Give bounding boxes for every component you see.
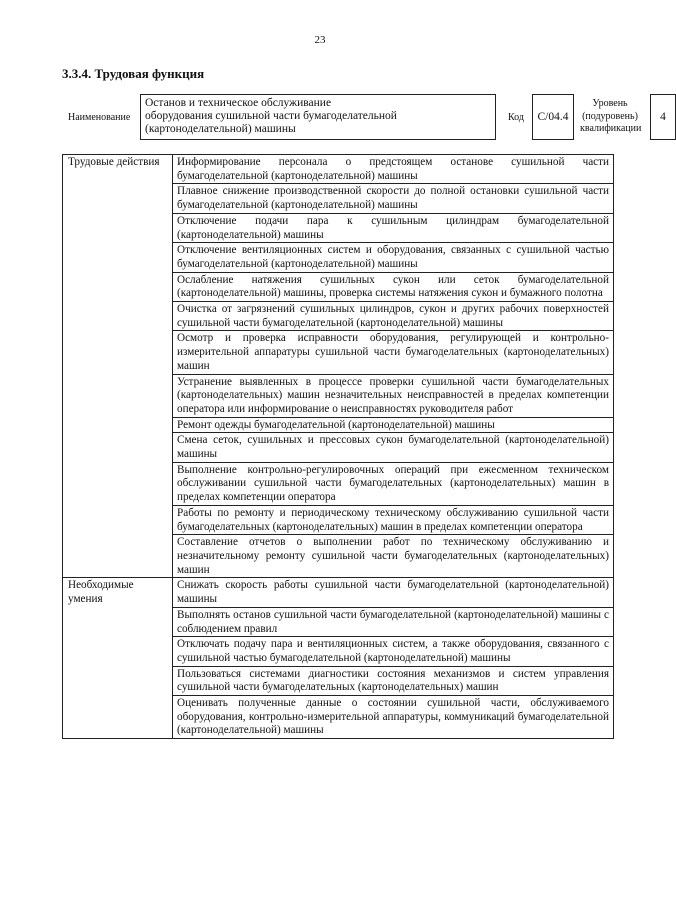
table-row [63, 578, 614, 607]
code-box [532, 94, 574, 140]
category-cell: Трудовые действия [63, 155, 173, 578]
item-cell: Отключать подачу пара и вентиляционных систем, а также оборудования, связанного с сушильной частью бумагоделательной (картоноделательной) машины [173, 637, 614, 666]
level-box [650, 94, 676, 140]
item-cell: Отключение подачи пара к сушильным цилиндрам бумагоделательной (картоноделательной) машины [173, 213, 614, 242]
item-cell: Устранение выявленных в процессе проверки сушильной части бумагоделательных (картоноделательных) машин незначительных неисправностей в пределах компетенции оператора или информирование о неисправностях руководителя работ [173, 374, 614, 417]
qualification-level-label [580, 98, 640, 136]
item-cell: Снижать скорость работы сушильной части бумагоделательной (картоноделательной) машины [173, 578, 614, 607]
level-label-line: Уровень [592, 98, 628, 109]
page-number: 23 [314, 34, 326, 46]
level-label-line: (подуровень) [582, 110, 638, 122]
item-cell: Работы по ремонту и периодическому техническому обслуживанию сушильной части бумагоделательных (картоноделательных) машин в пределах компетенции оператора [173, 505, 614, 534]
function-header [62, 94, 666, 140]
item-cell: Составление отчетов о выполнении работ по техническому обслуживанию и незначительному ремонту сушильной части бумагоделательных (картоноделательных) машин [173, 535, 614, 578]
code-label: Код [508, 112, 524, 123]
table-row [63, 155, 614, 184]
name-label: Наименование [68, 112, 131, 123]
item-cell: Пользоваться системами диагностики состояния механизмов и систем управления сушильной части бумагоделательных (картоноделательных) машин [173, 666, 614, 695]
code-value: С/04.4 [537, 111, 569, 123]
item-cell: Ослабление натяжения сушильных сукон или сеток бумагоделательной (картоноделательной) машины, проверка системы натяжения сукон и бумажного полотна [173, 272, 614, 301]
item-cell: Информирование персонала о предстоящем останове сушильной части бумагоделательной (картоноделательной) машины [173, 155, 614, 184]
category-cell: Необходимые умения [63, 578, 173, 739]
function-table [62, 154, 614, 739]
item-cell: Выполнение контрольно-регулировочных операций при ежесменном техническом обслуживании сушильной части бумагоделательных (картоноделательных) машин в пределах компетенции оператора [173, 462, 614, 505]
section-title: 3.3.4. Трудовая функция [62, 66, 205, 81]
function-name-line: оборудования сушильной части бумагоделательной [145, 110, 397, 122]
level-label-line: квалификации [580, 123, 642, 134]
level-value: 4 [660, 111, 666, 123]
function-name-box [140, 94, 496, 140]
item-cell: Ремонт одежды бумагоделательной (картоноделательной) машины [173, 417, 614, 433]
item-cell: Смена сеток, сушильных и прессовых сукон бумагоделательной (картоноделательной) машины [173, 433, 614, 462]
function-name-line: (картоноделательной) машины [145, 123, 296, 135]
item-cell: Отключение вентиляционных систем и оборудования, связанных с сушильной частью бумагоделательной (картоноделательной) машины [173, 243, 614, 272]
item-cell: Очистка от загрязнений сушильных цилиндров, сукон и других рабочих поверхностей сушильной части бумагоделательной (картоноделательной) машины [173, 302, 614, 331]
function-name-line: Останов и техническое обслуживание [145, 97, 332, 109]
item-cell: Осмотр и проверка исправности оборудования, регулирующей и контрольно-измерительной аппаратуры сушильной части бумагоделательных (картоноделательных) машин [173, 331, 614, 374]
item-cell: Выполнять останов сушильной части бумагоделательной (картоноделательной) машины с соблюдением правил [173, 607, 614, 636]
item-cell: Оценивать полученные данные о состоянии сушильной части, обслуживаемого оборудования, контрольно-измерительной аппаратуры, коммуникаций бумагоделательной (картоноделательной) машины [173, 696, 614, 739]
item-cell: Плавное снижение производственной скорости до полной остановки сушильной части бумагоделательной (картоноделательной) машины [173, 184, 614, 213]
